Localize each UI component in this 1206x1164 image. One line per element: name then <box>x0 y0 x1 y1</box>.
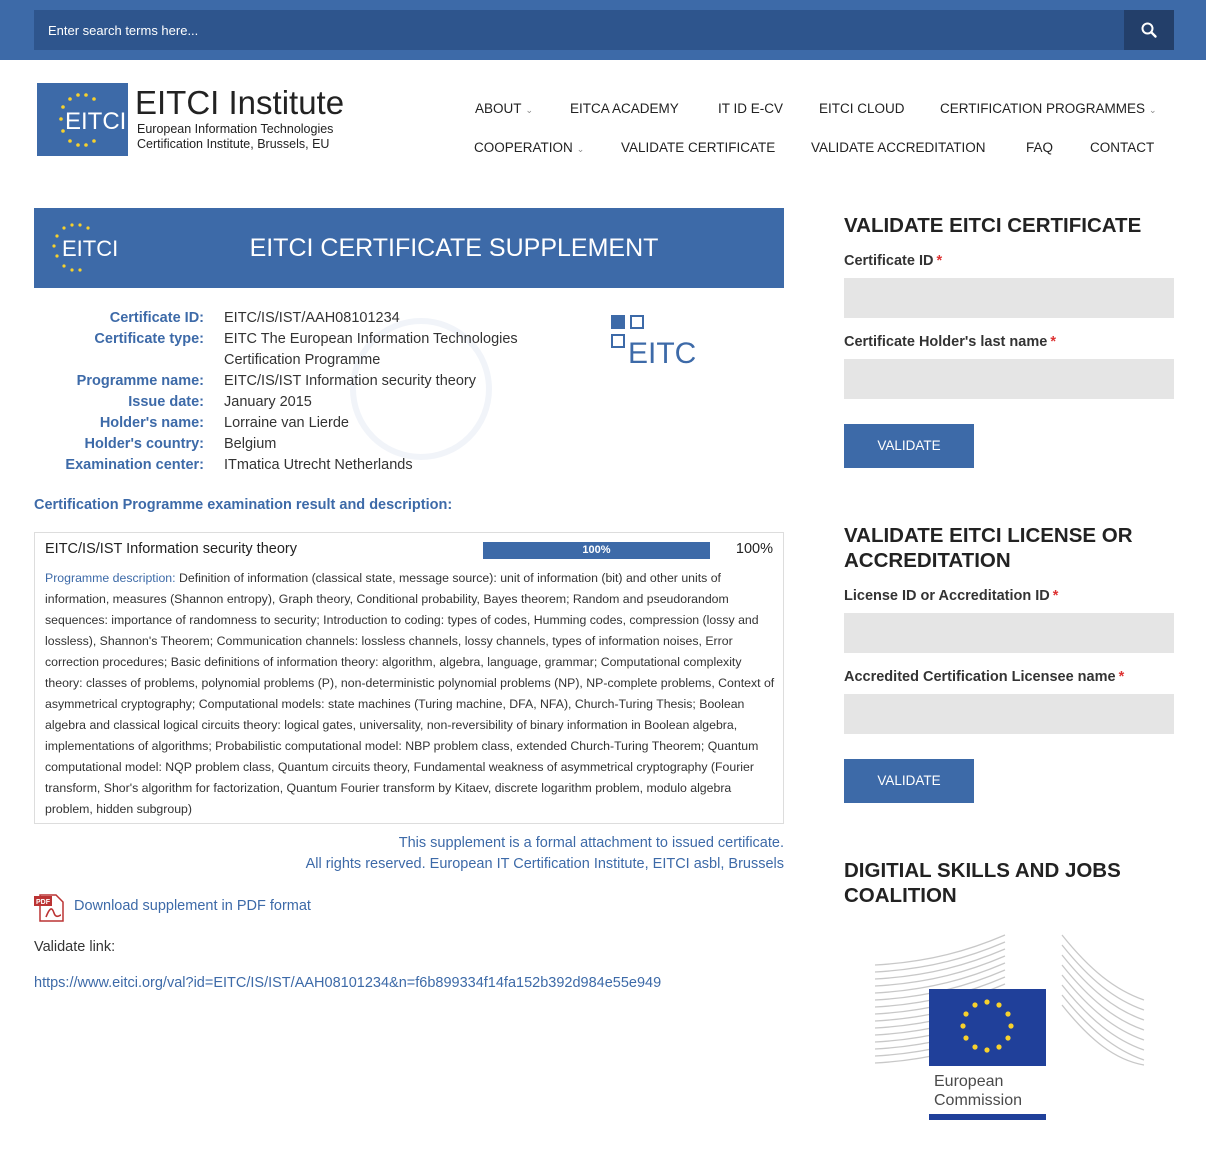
programme-description-text: Definition of information (classical state, message source): unit of information (bit) and other units of information, measures (Shannon entropy), Graph theory, Conditional probability, Bayes theorem; Random and pseudorandom sequences: importance of randomness to security; Introduction to coding: types of codes, Humming codes, compression (lossy and lossless), Shannon's Theorem; Communication channels: lossless channels, lossy channels, types of information noises, Error correction procedures; Basic definitions of information theory: algorithm, algebra, language, grammar; Computational complexity theory: classes of problems, polynomial problems (P), non-deterministic polynomial problems (NP), NP-complete problems, Context of asymmetrical cryptography; Computational models: state machines (Turing machine, DFA, NFA), Church-Turing Thesis; Boolean algebra and classical logical circuits theory: logical gates, universality, non-reversibility of binary information in Boolean algebra, implementations of algorithms; Probabilistic computational model: NBP problem class, extended Church-Turing Theorem; Quantum computational model: NQP problem class, Quantum circuits theory, Fundamental weakness of asymmetrical cryptography (Fourier transform, Shor's algorithm for factorization, Quantum Fourier transform by Kitaev, discrete logarithm problem, modulo algebra problem, hidden subgroup) <box>45 571 775 816</box>
nav-validate-accreditation[interactable]: VALIDATE ACCREDITATION <box>811 140 986 155</box>
certificate-id-input[interactable] <box>844 278 1174 318</box>
licensee-name-input[interactable] <box>844 694 1174 734</box>
brand-subtitle <box>137 122 333 152</box>
info-row-certificate-type: Certificate type: EITC The European Information Technologies <box>94 331 518 347</box>
brand-title[interactable]: EITCI Institute <box>135 84 345 121</box>
svg-text:European: European <box>934 1073 1004 1090</box>
search-icon <box>1141 22 1157 38</box>
svg-text:EITC: EITC <box>628 337 697 370</box>
eitc-logo <box>610 314 697 370</box>
search-button[interactable] <box>1124 10 1174 50</box>
nav-about[interactable]: ABOUT ⌄ <box>475 101 534 116</box>
info-row-examination-center: Examination center: ITmatica Utrecht Netherlands <box>65 457 413 473</box>
info-row-issue-date: Issue date: January 2015 <box>128 394 312 410</box>
supplement-banner <box>34 208 784 288</box>
validate-link-label: Validate link: <box>34 939 116 955</box>
nav-certification-programmes[interactable]: CERTIFICATION PROGRAMMES ⌄ <box>940 101 1157 116</box>
info-row-certificate-type-cont: Certification Programme <box>224 352 381 368</box>
svg-text:EITCI: EITCI <box>65 108 127 135</box>
holder-last-name-label: Certificate Holder's last name * <box>844 334 1056 350</box>
svg-text:EITCI: EITCI <box>62 236 119 261</box>
supplement-note-line2: All rights reserved. European IT Certification Institute, EITCI asbl, Brussels <box>305 856 784 872</box>
eitci-banner-logo <box>48 222 119 276</box>
top-search-bar <box>0 0 1206 60</box>
nav-eitci-cloud[interactable]: EITCI CLOUD <box>819 101 905 116</box>
nav-it-id-ecv[interactable]: IT ID E-CV <box>718 101 784 116</box>
info-row-certificate-id: Certificate ID: EITC/IS/IST/AAH08101234 <box>109 310 400 326</box>
search-box <box>34 10 1174 50</box>
validate-url-link[interactable]: https://www.eitci.org/val?id=EITC/IS/IST/AAH08101234&n=f6b899334f14fa152b392d984e55e949 <box>34 975 662 991</box>
result-programme-code: EITC/IS/IST <box>45 541 123 557</box>
holder-last-name-input[interactable] <box>844 359 1174 399</box>
eitci-logo[interactable] <box>37 83 128 156</box>
validate-license-button[interactable]: VALIDATE <box>844 759 974 803</box>
licensee-name-label: Accredited Certification Licensee name * <box>844 669 1125 685</box>
license-id-label: License ID or Accreditation ID * <box>844 588 1059 604</box>
result-section-title: Certification Programme examination result and description: <box>34 497 453 513</box>
result-progress-label: 100% <box>582 544 611 556</box>
result-progress-bar <box>483 542 710 559</box>
svg-text:PDF: PDF <box>36 899 50 906</box>
coalition-heading: DIGITIAL SKILLS AND JOBS COALITION <box>844 859 1121 907</box>
brand-subtitle-line2: Certification Institute, Brussels, EU <box>137 137 330 151</box>
nav-eitca-academy[interactable]: EITCA ACADEMY <box>570 101 679 116</box>
validate-certificate-heading: VALIDATE EITCI CERTIFICATE <box>844 214 1142 237</box>
result-programme-name: EITC/IS/IST Information security theory <box>45 541 297 557</box>
chevron-down-icon: ⌄ <box>1149 105 1157 115</box>
certificate-id-label: Certificate ID * <box>844 253 943 269</box>
nav-validate-certificate[interactable]: VALIDATE CERTIFICATE <box>621 140 776 155</box>
search-input[interactable] <box>34 10 1124 50</box>
pdf-icon[interactable] <box>34 893 66 923</box>
info-row-programme-name: Programme name: EITC/IS/IST Information security theory <box>76 373 476 389</box>
info-row-holder-name: Holder's name: Lorraine van Lierde <box>99 415 349 431</box>
download-pdf-link[interactable]: Download supplement in PDF format <box>74 898 311 914</box>
programme-description <box>45 568 775 820</box>
validate-certificate-button[interactable]: VALIDATE <box>844 424 974 468</box>
nav-contact[interactable]: CONTACT <box>1090 140 1155 155</box>
supplement-note-line1: This supplement is a formal attachment to issued certificate. <box>398 835 784 851</box>
validate-license-heading: VALIDATE EITCI LICENSE OR ACCREDITATION <box>844 524 1133 572</box>
chevron-down-icon: ⌄ <box>525 105 534 115</box>
info-row-holder-country: Holder's country: Belgium <box>84 436 277 452</box>
supplement-title: EITCI CERTIFICATE SUPPLEMENT <box>249 234 659 262</box>
chevron-down-icon: ⌄ <box>576 144 585 154</box>
brand-subtitle-line1: European Information Technologies <box>137 122 334 136</box>
nav-faq[interactable]: FAQ <box>1026 140 1054 155</box>
license-id-input[interactable] <box>844 613 1174 653</box>
result-percent: 100% <box>735 541 773 557</box>
nav-cooperation[interactable]: COOPERATION ⌄ <box>474 140 585 155</box>
programme-description-label: Programme description: <box>45 571 176 585</box>
european-commission-logo[interactable] <box>870 930 1150 1125</box>
svg-text:Commission: Commission <box>934 1092 1023 1109</box>
result-box <box>34 532 784 824</box>
